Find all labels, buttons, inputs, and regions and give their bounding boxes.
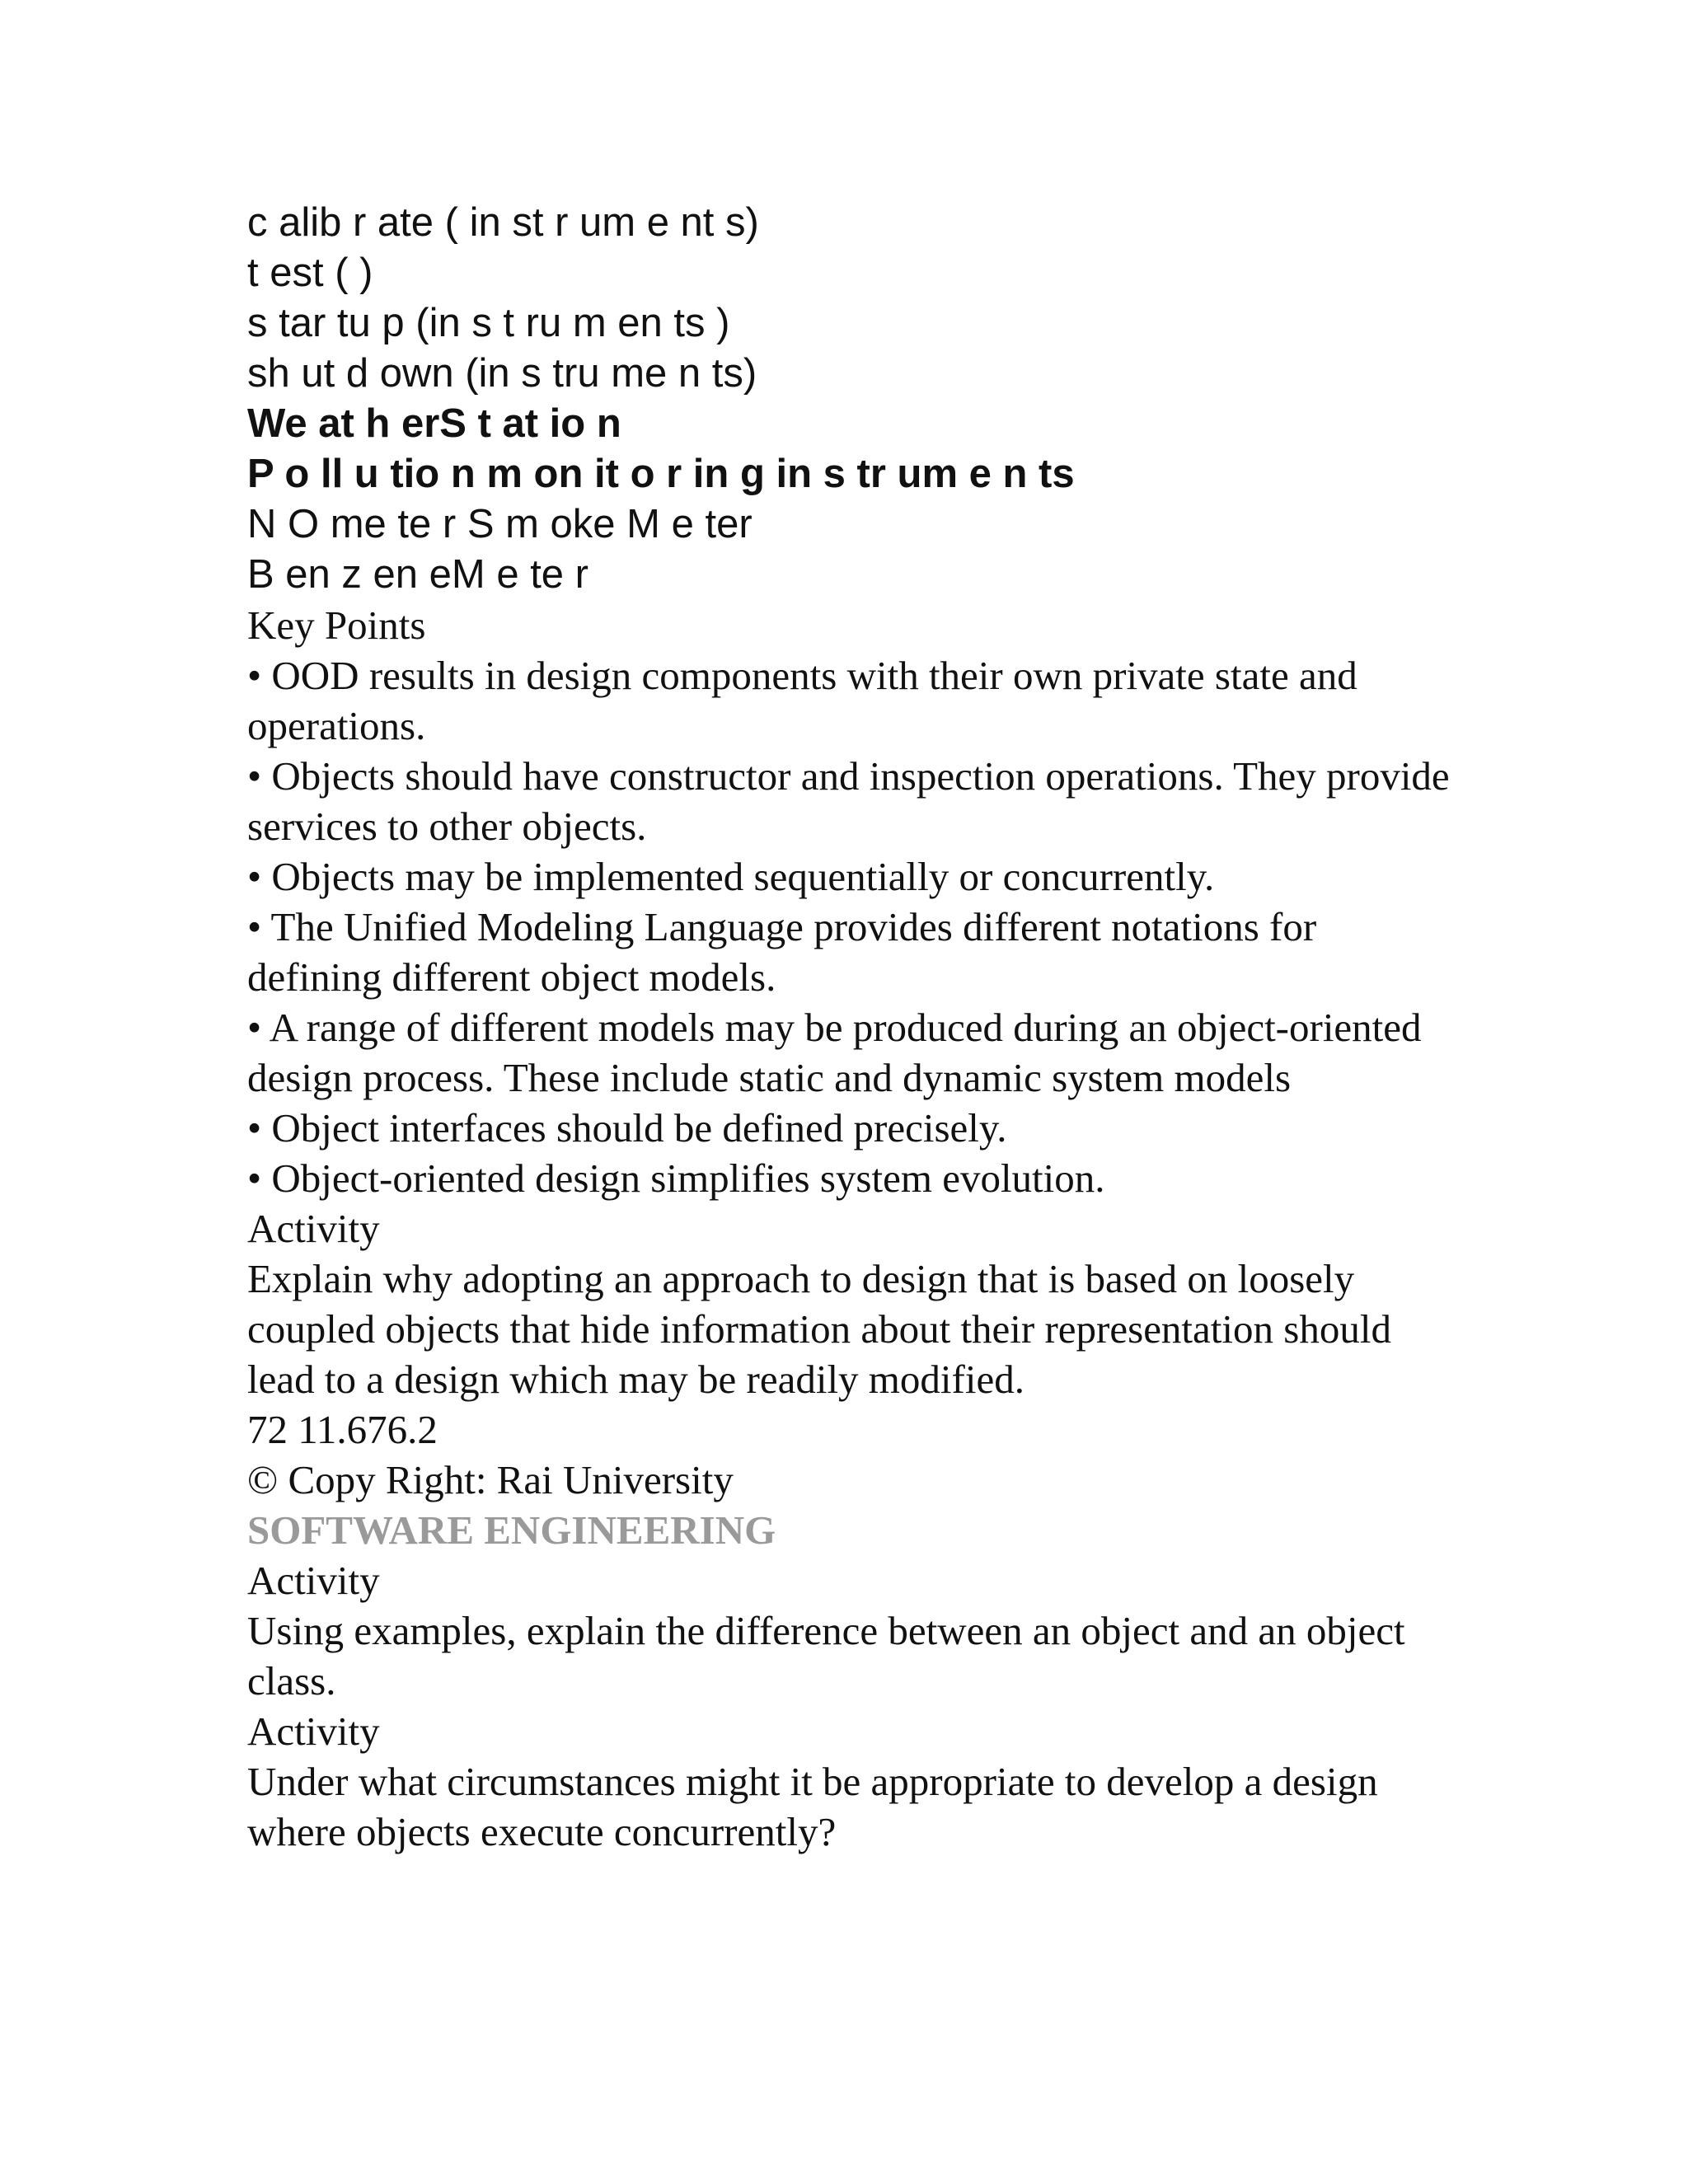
code-line-startup: s tar tu p (in s t ru m en ts ) (247, 301, 730, 345)
heading-pollution-instruments: P o ll u tio n m on it o r in g in s tr um e n ts (247, 452, 1075, 496)
activity-title: Activity (247, 1206, 380, 1251)
activity-text: Under what circumstances might it be appropriate to develop a design where objects execute concurrently? (247, 1759, 1378, 1854)
code-line-test: t est ( ) (247, 251, 373, 295)
activity-title: Activity (247, 1708, 380, 1754)
instrument-line-benzene: B en z en eM e te r (247, 552, 588, 597)
key-point-item: • The Unified Modeling Language provides different notations for defining different object models. (247, 904, 1317, 1000)
code-line-shutdown: sh ut d own (in s tru me n ts) (247, 351, 757, 396)
footer-copyright: © Copy Right: Rai University (247, 1457, 734, 1502)
footer-code: 72 11.676.2 (247, 1407, 438, 1452)
activity-text: Using examples, explain the difference between an object and an object class. (247, 1608, 1405, 1704)
key-point-item: • Objects may be implemented sequentially or concurrently. (247, 854, 1215, 899)
key-point-item: • Objects should have constructor and inspection operations. They provide services to other objects. (247, 753, 1450, 849)
code-line-calibrate: c alib r ate ( in st r um e nt s) (247, 200, 759, 245)
instrument-line-nometer: N O me te r S m oke M e ter (247, 502, 753, 546)
key-point-item: • OOD results in design components with their own private state and operations. (247, 653, 1357, 748)
key-points-title: Key Points (247, 602, 426, 648)
heading-weather-station: We at h erS t at io n (247, 401, 621, 446)
key-point-item: • A range of different models may be produced during an object-oriented design process. These include static and dynamic system models (247, 1005, 1422, 1100)
activity-text: Explain why adopting an approach to design that is based on loosely coupled objects that hide information about their representation should lead to a design which may be readily modified. (247, 1256, 1391, 1402)
footer-brand: SOFTWARE ENGINEERING (247, 1507, 776, 1553)
activity-title: Activity (247, 1558, 380, 1603)
key-point-item: • Object interfaces should be defined precisely. (247, 1105, 1007, 1151)
page-content (247, 198, 1451, 1857)
key-point-item: • Object-oriented design simplifies system evolution. (247, 1155, 1105, 1201)
